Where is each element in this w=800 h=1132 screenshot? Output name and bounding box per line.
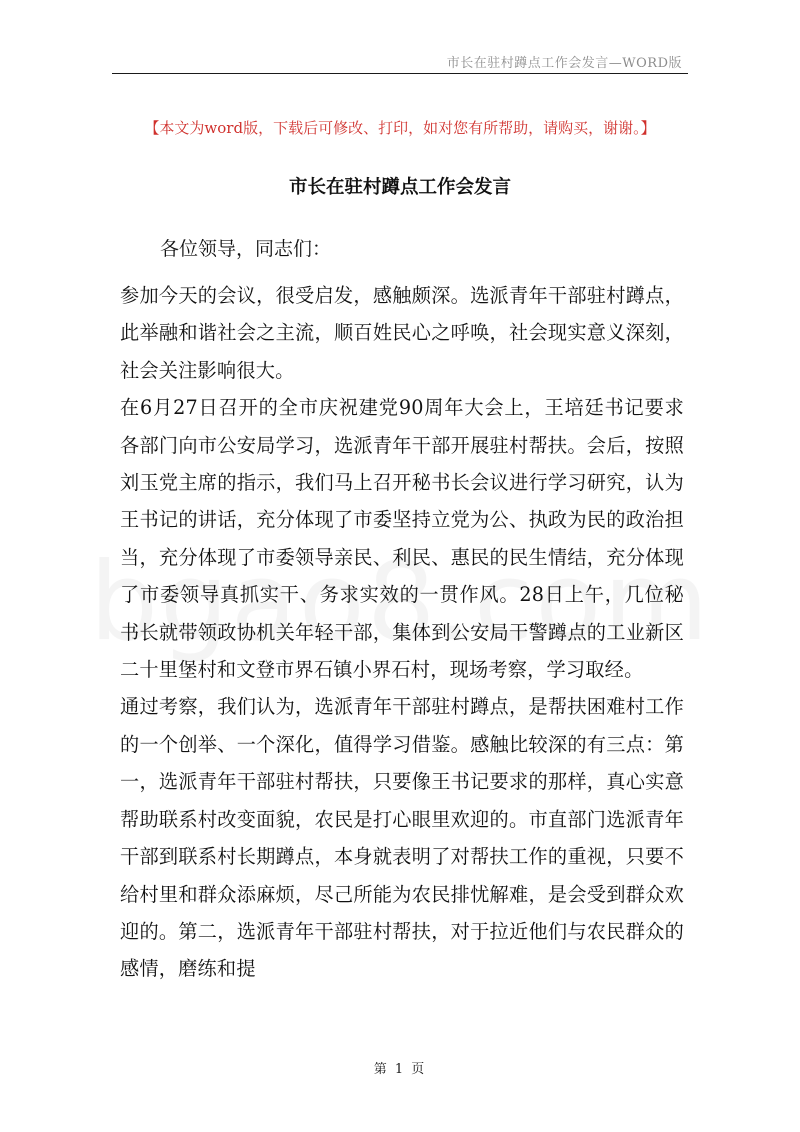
salutation: 各位领导，同志们： bbox=[160, 238, 332, 260]
purchase-notice: 【本文为word版，下载后可修改、打印，如对您有所帮助，请购买，谢谢。】 bbox=[144, 119, 656, 137]
running-header: 市长在驻村蹲点工作会发言—WORD版 bbox=[446, 56, 682, 71]
header-divider bbox=[112, 73, 688, 74]
paragraph-1: 参加今天的会议，很受启发，感触颇深。选派青年干部驻村蹲点，此举融和谐社会之主流，顺百姓民心之呼唤，社会现实意义深刻，社会关注影响很大。 bbox=[120, 284, 684, 382]
document-body bbox=[120, 277, 684, 988]
document-title: 市长在驻村蹲点工作会发言 bbox=[288, 177, 511, 198]
page-number: 第 1 页 bbox=[373, 1062, 427, 1077]
paragraph-3: 通过考察，我们认为，选派青年干部驻村蹲点，是帮扶困难村工作的一个创举、一个深化，值得学习借鉴。感触比较深的有三点：第一，选派青年干部驻村帮扶，只要像王书记要求的那样，真心实意帮助联系村改变面貌，农民是打心眼里欢迎的。市直部门选派青年干部到联系村长期蹲点，本身就表明了对帮扶工作的重视，只要不给村里和群众添麻烦，尽己所能为农民排忧解难，是会受到群众欢迎的。第二，选派青年干部驻村帮扶，对于拉近他们与农民群众的感情，磨练和提 bbox=[120, 695, 684, 981]
paragraph-2: 在6月27日召开的全市庆祝建党90周年大会上，王培廷书记要求各部门向市公安局学习，选派青年干部开展驻村帮扶。会后，按照刘玉党主席的指示，我们马上召开秘书长会议进行学习研究，认为王书记的讲话，充分体现了市委坚持立党为公、执政为民的政治担当，充分体现了市委领导亲民、利民、惠民的民生情结，充分体现了市委领导真抓实干、务求实效的一贯作风。28日上午，几位秘书长就带领政协机关年轻干部，集体到公安局干警蹲点的工业新区二十里堡村和文登市界石镇小界石村，现场考察，学习取经。 bbox=[120, 396, 684, 682]
